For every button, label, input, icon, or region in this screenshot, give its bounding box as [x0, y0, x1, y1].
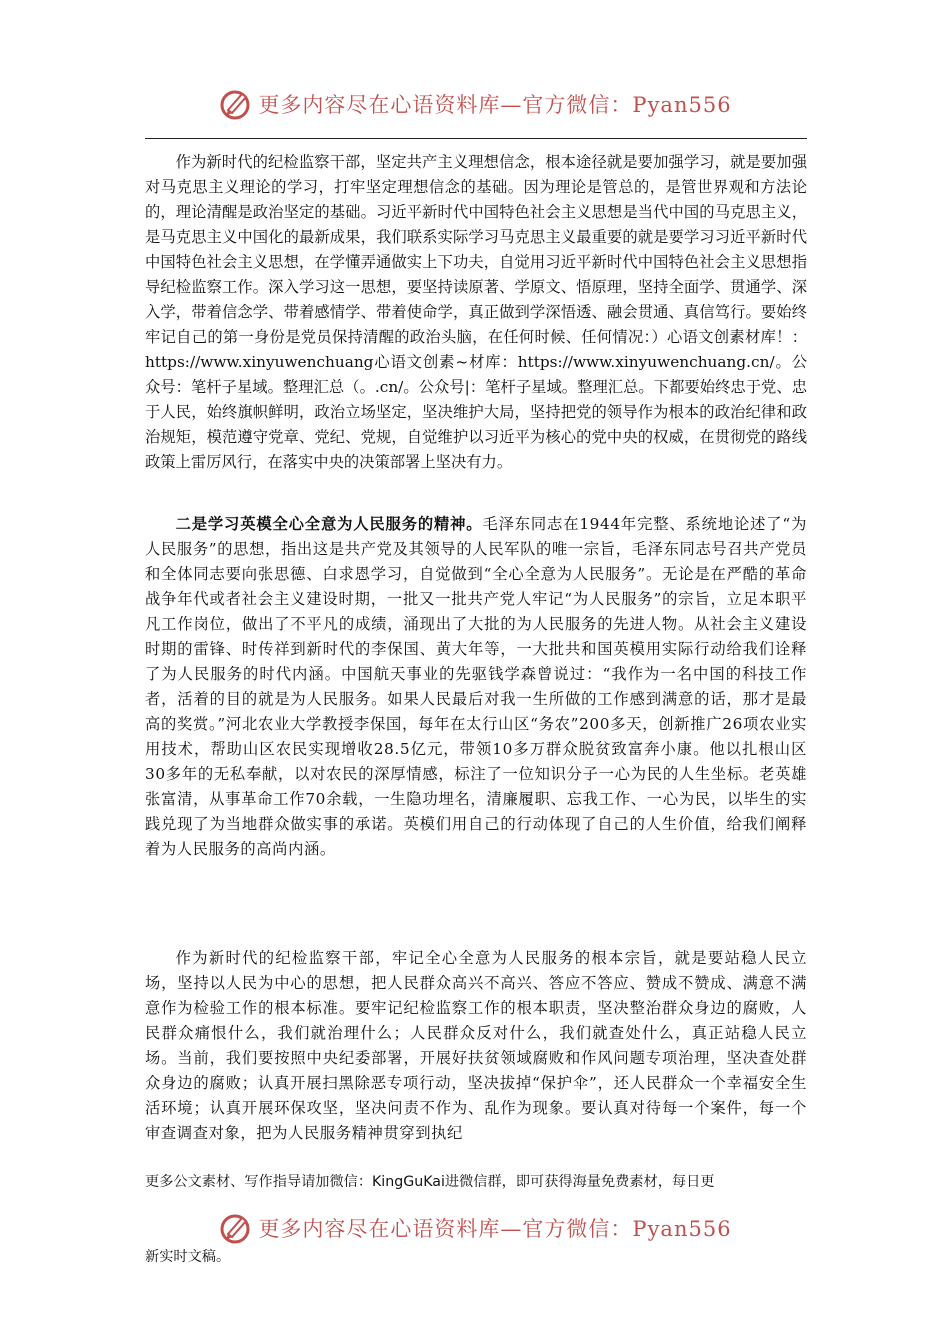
paragraph-3-text: 作为新时代的纪检监察干部，牢记全心全意为人民服务的根本宗旨，就是要站稳人民立场，坚持以人民为中心的思想，把人民群众高兴不高兴、答应不答应、赞成不赞成、满意不满意作为检验工作的根本标准。要牢记纪检监察工作的根本职责，坚决整治群众身边的腐败，人民群众痛恨什么，我们就治理什么；人民群众反对什么，我们就查处什么，真正站稳人民立场。当前，我们要按照中央纪委部署，开展好扶贫领域腐败和作风问题专项治理，坚决查处群众身边的腐败；认真开展扫黑除恶专项行动，坚决拔掉“保护伞”，还人民群众一个幸福安全生活环境；认真开展环保攻坚，坚决问责不作为、乱作为现象。要认真对待每一个案件，每一个审查调查对象，把为人民服务精神贯穿到执纪 [145, 949, 807, 1142]
footer-banner [0, 1208, 950, 1248]
footer-tail: 新实时文稿。 [145, 1249, 231, 1265]
header-rule [145, 138, 807, 139]
paragraph-1-text: 作为新时代的纪检监察干部，坚定共产主义理想信念，根本途径就是要加强学习，就是要加强对马克思主义理论的学习，打牢坚定理想信念的基础。因为理论是管总的，是管世界观和方法论的，理论清醒是政治坚定的基础。习近平新时代中国特色社会主义思想是当代中国的马克思主义，是马克思主义中国化的最新成果，我们联系实际学习马克思主义最重要的就是要学习习近平新时代中国特色社会主义思想，在学懂弄通做实上下功夫，自觉用习近平新时代中国特色社会主义思想指导纪检监察工作。深入学习这一思想，要坚持读原著、学原文、悟原理，坚持全面学、贯通学、深入学，带着信念学、带着感情学、带着使命学，真正做到学深悟透、融会贯通、真信笃行。要始终牢记自己的第一身份是党员保持清醒的政治头脑，在任何时候、任何情况：）心语文创素材库！：https://www.xinyuwenchuang心语文创素~材库：https://www.xinyuwenchuang.cn/。公众号：笔杆子星域。整理汇总（。.cn/。公众号|：笔杆子星域。整理汇总。下都要始终忠于党、忠于人民，始终旗帜鲜明，政治立场坚定，坚决维护大局，坚持把党的领导作为根本的政治纪律和政治规矩，模范遵守党章、党纪、党规，自觉维护以习近平为核心的党中央的权威，在贯彻党的路线政策上雷厉风行，在落实中央的决策部署上坚决有力。 [145, 153, 807, 471]
paragraph-2 [145, 512, 807, 862]
pen-logo-icon [218, 1210, 254, 1246]
footer-banner-text: 更多内容尽在心语资料库—官方微信：Pyan556 [258, 1217, 732, 1241]
header-banner-text: 更多内容尽在心语资料库—官方微信：Pyan556 [258, 93, 732, 117]
paragraph-2-text [145, 512, 807, 862]
footer-note: 更多公文素材、写作指导请加微信：KingGuKai进微信群，即可获得海量免费素材，每日更 [145, 1174, 715, 1190]
paragraph-3 [145, 946, 807, 1146]
paragraph-2-lead: 二是学习英模全心全意为人民服务的精神。 [175, 515, 483, 533]
paragraph-2-body: 毛泽东同志在1944年完整、系统地论述了“为人民服务”的思想，指出这是共产党及其领导的人民军队的唯一宗旨，毛泽东同志号召共产党员和全体同志要向张思德、白求恩学习，自觉做到“全心全意为人民服务”。无论是在严酷的革命战争年代或者社会主义建设时期，一批又一批共产党人牢记“为人民服务”的宗旨，立足本职平凡工作岗位，做出了不平凡的成绩，涌现出了大批的为人民服务的先进人物。从社会主义建设时期的雷锋、时传祥到新时代的李保国、黄大年等，一大批共和国英模用实际行动给我们诠释了为人民服务的时代内涵。中国航天事业的先驱钱学森曾说过：“我作为一名中国的科技工作者，活着的目的就是为人民服务。如果人民最后对我一生所做的工作感到满意的话，那才是最高的奖赏。”河北农业大学教授李保国，每年在太行山区“务农”200多天，创新推广26项农业实用技术，帮助山区农民实现增收28.5亿元，带领10多万群众脱贫致富奔小康。他以扎根山区30多年的无私奉献，以对农民的深厚情感，标注了一位知识分子一心为民的人生坐标。老英雄张富清，从事革命工作70余载，一生隐功埋名，清廉履职、忘我工作、一心为民，以毕生的实践兑现了为当地群众做实事的承诺。英模们用自己的行动体现了自己的人生价值，给我们阐释着为人民服务的高尚内涵。 [145, 515, 808, 858]
pen-logo-icon [218, 86, 254, 122]
paragraph-1 [145, 150, 807, 475]
header-banner [0, 84, 950, 124]
